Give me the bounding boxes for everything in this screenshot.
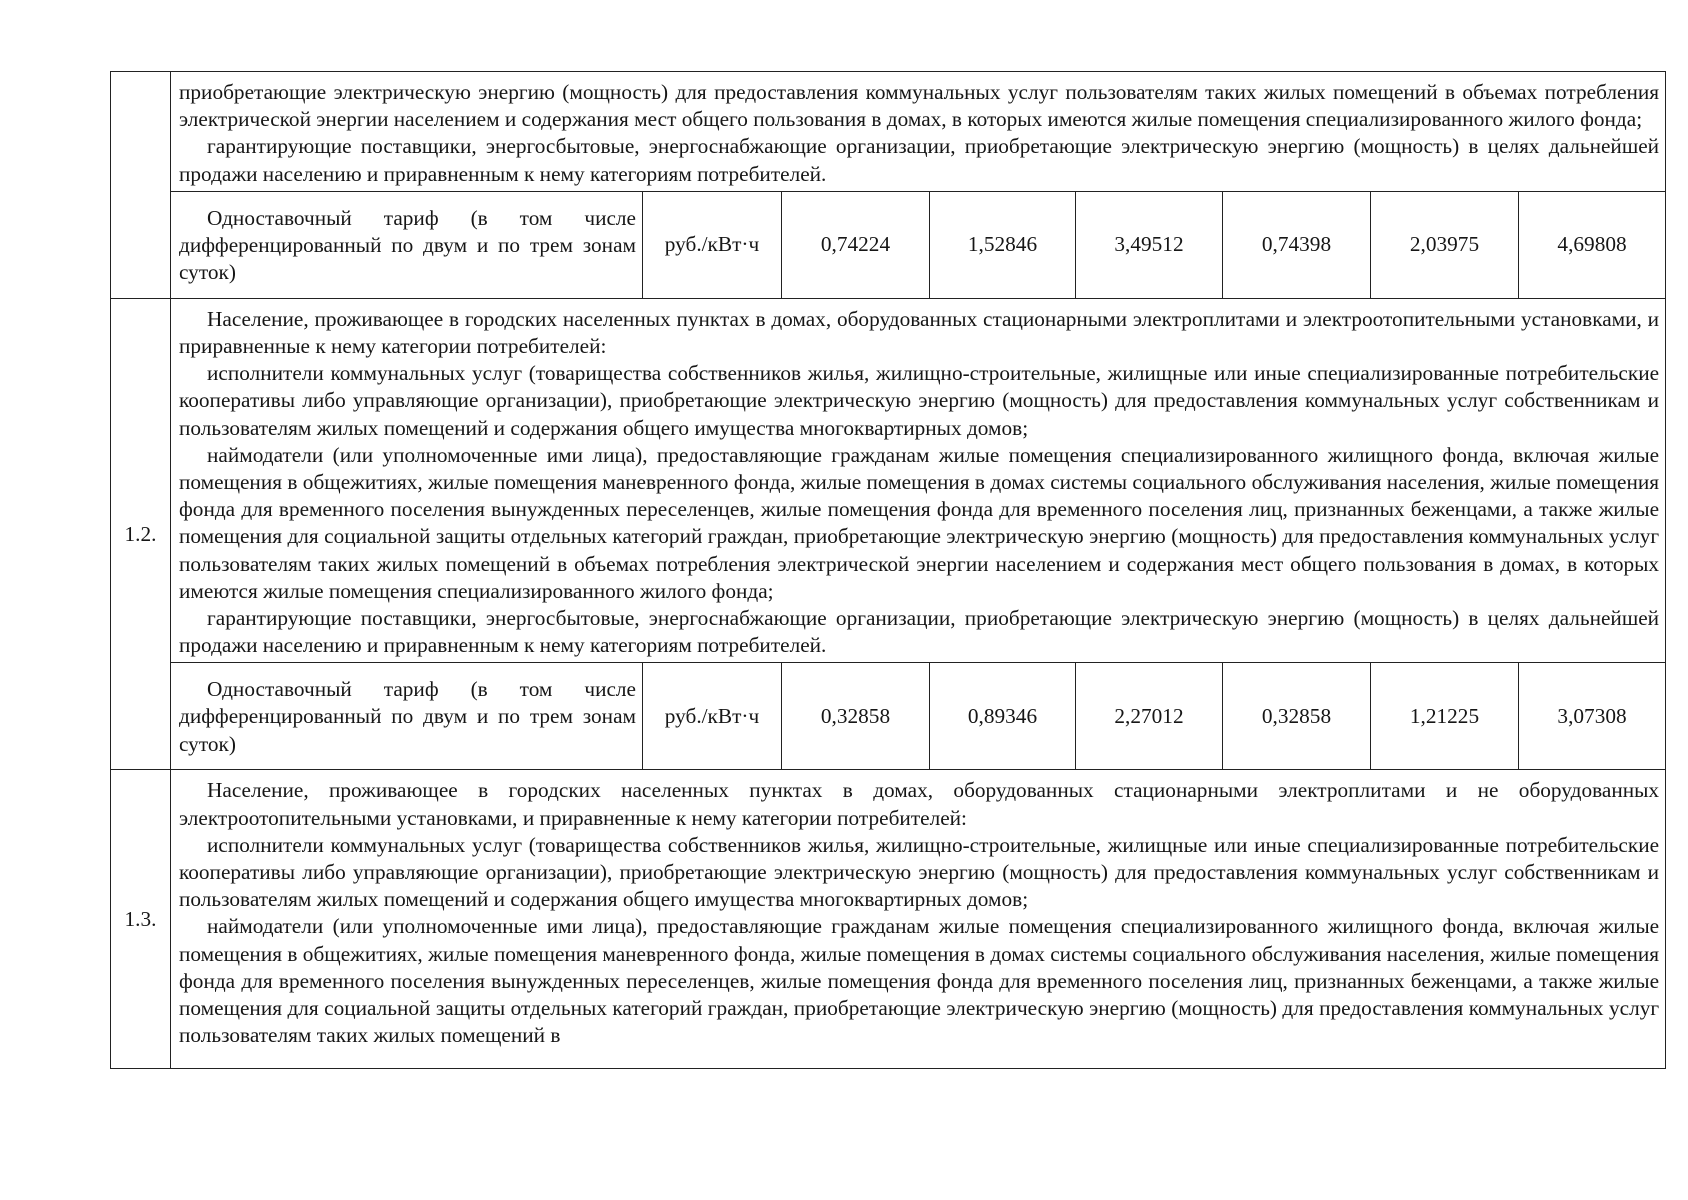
rate-value: 4,69808 <box>1519 191 1666 298</box>
rate-row <box>111 663 1666 770</box>
section-number: 1.2. <box>111 298 171 770</box>
rate-value: 3,49512 <box>1076 191 1223 298</box>
rate-label-text: Одноставочный тариф (в том числе дифференцированный по двум и по трем зонам суток) <box>179 205 636 284</box>
rate-row <box>111 191 1666 298</box>
description-paragraph: приобретающие электрическую энергию (мощность) для предоставления коммунальных услуг пользователям таких жилых помещений в объемах потребления электрической энергии населением и содержания мест общего пользования в домах, в которых имеются жилые помещения специализированного жилого фонда; <box>179 80 1660 132</box>
description-clip <box>179 777 1659 1065</box>
description-paragraph: наймодатели (или уполномоченные ими лица), предоставляющие гражданам жилые помещения специализированного жилищного фонда, включая жилые помещения в общежитиях, жилые помещения маневренного фонда, жилые помещения в домах системы социального обслуживания населения, жилые помещения фонда для временного поселения вынужденных переселенцев, жилые помещения фонда для временного поселения лиц, признанных беженцами, а также жилые помещения для социальной защиты отдельных категорий граждан, приобретающие электрическую энергию (мощность) для предоставления коммунальных услуг пользователям таких жилых помещений в объемах потребления электрической энергии населением и содержания мест общего пользования в домах, в которых имеются жилые помещения специализированного жилого фонда; <box>179 442 1660 603</box>
rate-value: 1,21225 <box>1371 663 1519 770</box>
section-description <box>171 770 1666 1069</box>
rate-unit: руб./кВт·ч <box>643 191 782 298</box>
rate-value: 1,52846 <box>930 191 1076 298</box>
tariff-table <box>110 71 1666 1069</box>
rate-value: 2,03975 <box>1371 191 1519 298</box>
description-paragraph: исполнители коммунальных услуг (товарищества собственников жилья, жилищно-строительные, жилищные или иные специализированные потребительские кооперативы либо управляющие организации), приобретающие электрическую энергию (мощность) для предоставления коммунальных услуг собственникам и пользователям жилых помещений и содержания общего имущества многоквартирных домов; <box>179 832 1660 912</box>
description-paragraph: гарантирующие поставщики, энергосбытовые, энергоснабжающие организации, приобретающие электрическую энергию (мощность) в целях дальнейшей продажи населению и приравненным к нему категориям потребителей. <box>179 134 1660 186</box>
description-paragraph: наймодатели (или уполномоченные ими лица), предоставляющие гражданам жилые помещения специализированного жилищного фонда, включая жилые помещения в общежитиях, жилые помещения маневренного фонда, жилые помещения в домах системы социального обслуживания населения, жилые помещения фонда для временного поселения вынужденных переселенцев, жилые помещения фонда для временного поселения лиц, признанных беженцами, а также жилые помещения для социальной защиты отдельных категорий граждан, приобретающие электрическую энергию (мощность) для предоставления коммунальных услуг пользователям таких жилых помещений в <box>179 914 1660 1048</box>
rate-value: 0,74224 <box>782 191 930 298</box>
description-paragraph: гарантирующие поставщики, энергосбытовые, энергоснабжающие организации, приобретающие электрическую энергию (мощность) в целях дальнейшей продажи населению и приравненным к нему категориям потребителей. <box>179 606 1660 658</box>
description-paragraph: Население, проживающее в городских населенных пунктах в домах, оборудованных стационарными электроплитами и не оборудованных электроотопительными установками, и приравненные к нему категории потребителей: <box>179 778 1660 830</box>
rate-value: 2,27012 <box>1076 663 1223 770</box>
section-number: 1.3. <box>111 770 171 1069</box>
rate-label-text: Одноставочный тариф (в том числе дифференцированный по двум и по трем зонам суток) <box>179 677 636 756</box>
rate-label <box>171 191 643 298</box>
rate-label <box>171 663 643 770</box>
section-row <box>111 298 1666 663</box>
rate-value: 0,89346 <box>930 663 1076 770</box>
section-description <box>171 72 1666 192</box>
rate-value: 3,07308 <box>1519 663 1666 770</box>
section-row <box>111 72 1666 192</box>
section-row <box>111 770 1666 1069</box>
section-number <box>111 72 171 299</box>
rate-value: 0,74398 <box>1223 191 1371 298</box>
description-paragraph: Население, проживающее в городских населенных пунктах в домах, оборудованных стационарными электроплитами и электроотопительными установками, и приравненные к нему категории потребителей: <box>179 306 1660 359</box>
section-description <box>171 298 1666 663</box>
rate-value: 0,32858 <box>1223 663 1371 770</box>
rate-value: 0,32858 <box>782 663 930 770</box>
description-paragraph: исполнители коммунальных услуг (товарищества собственников жилья, жилищно-строительные, жилищные или иные специализированные потребительские кооперативы либо управляющие организации), приобретающие электрическую энергию (мощность) для предоставления коммунальных услуг собственникам и пользователям жилых помещений и содержания общего имущества многоквартирных домов; <box>179 361 1660 440</box>
rate-unit: руб./кВт·ч <box>643 663 782 770</box>
